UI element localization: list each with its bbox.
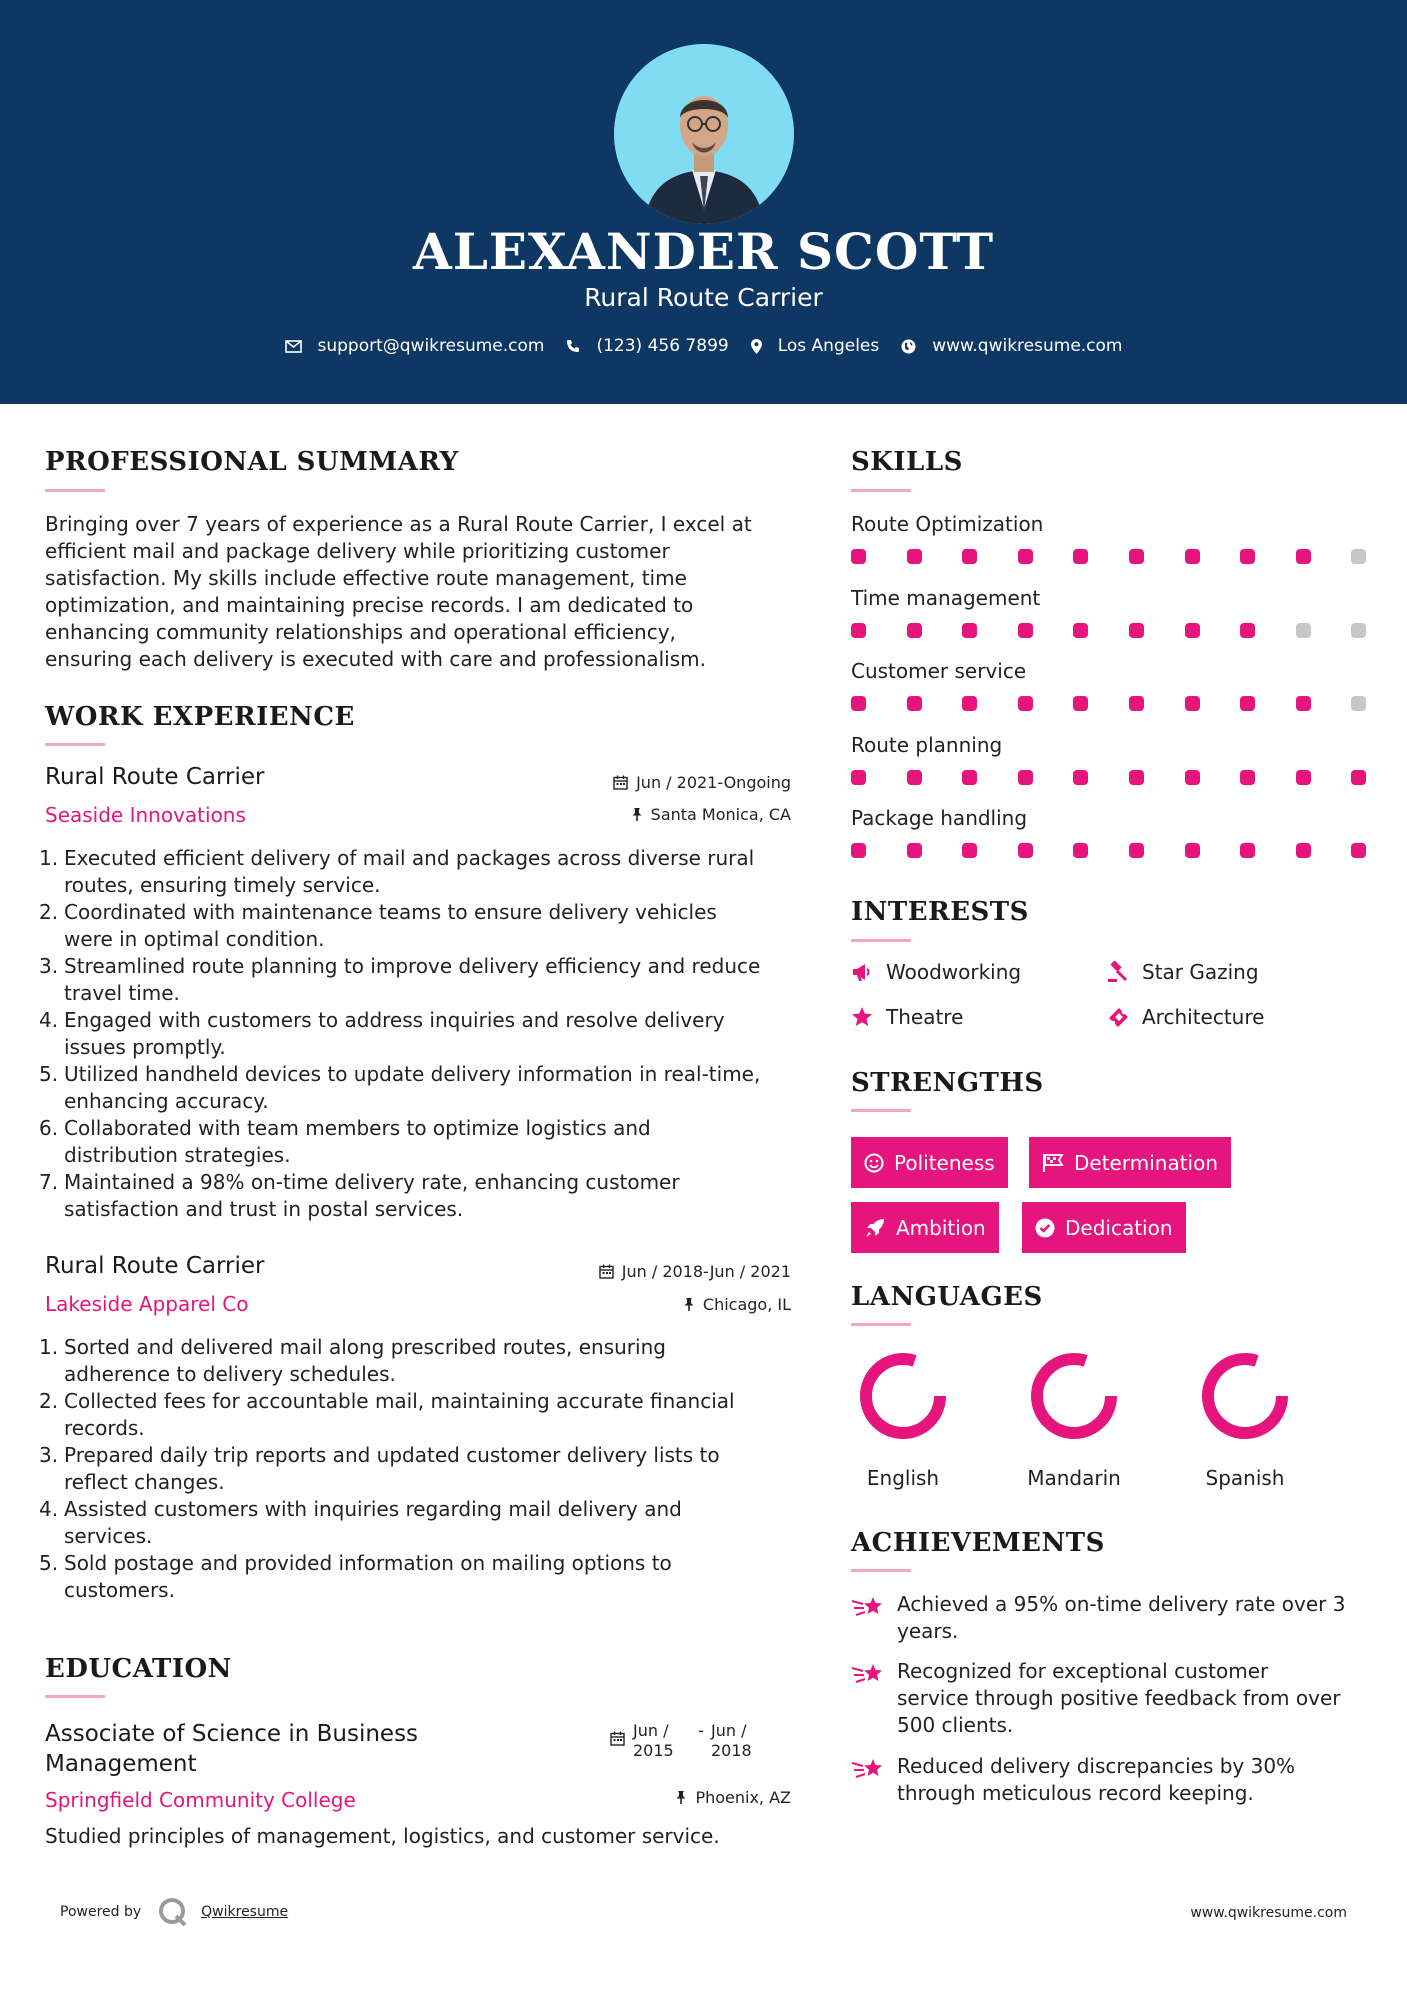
skill-dot-filled: [851, 623, 866, 638]
calendar-icon: [613, 775, 628, 790]
list-number: 7.: [39, 1170, 59, 1194]
location-text: Los Angeles: [777, 336, 880, 356]
skill-dot-filled: [907, 549, 922, 564]
interest-item: [1107, 1005, 1264, 1029]
skill-dot-filled: [1296, 770, 1311, 785]
ticket-icon: [1107, 1006, 1129, 1028]
skill-dot-filled: [1185, 696, 1200, 711]
list-item: [39, 1334, 805, 1388]
date-part: 2018: [711, 1741, 752, 1760]
summary-line: enhancing community relationships and operational efficiency,: [45, 620, 676, 644]
envelope-icon: [285, 340, 302, 353]
education-end-date: [711, 1721, 752, 1761]
education-underline: [45, 1695, 105, 1698]
shooting-star-icon: [851, 1660, 885, 1688]
skill-dot-filled: [1296, 549, 1311, 564]
strength-label: Politeness: [894, 1150, 995, 1175]
list-number: 5.: [39, 1062, 59, 1086]
achievement-item: [851, 1753, 1295, 1807]
skill-dot-filled: [1240, 549, 1255, 564]
date-part: Jun /: [711, 1721, 747, 1740]
candidate-name: ALEXANDER SCOTT: [412, 222, 995, 281]
bullet-line: satisfaction and trust in postal services.: [64, 1197, 464, 1221]
calendar-icon: [599, 1264, 614, 1279]
skill-dot-filled: [1296, 843, 1311, 858]
company-name: Lakeside Apparel Co: [45, 1292, 249, 1316]
bullet-line: Executed efficient delivery of mail and packages across diverse rural: [64, 846, 755, 870]
job-bullets: [39, 1334, 805, 1604]
skill-dot-filled: [1129, 770, 1144, 785]
strength-label: Ambition: [896, 1215, 986, 1240]
footer-website[interactable]: www.qwikresume.com: [1190, 1905, 1347, 1921]
achievement-line: Reduced delivery discrepancies by 30%: [897, 1754, 1296, 1778]
summary-heading: PROFESSIONAL SUMMARY: [45, 447, 459, 477]
list-number: 5.: [39, 1551, 59, 1575]
skill-dot-filled: [907, 770, 922, 785]
skills-heading: SKILLS: [851, 447, 963, 477]
skill-dot-filled: [1129, 549, 1144, 564]
resume-header: [0, 0, 1407, 404]
candidate-title: Rural Route Carrier: [584, 283, 823, 312]
summary-underline: [45, 489, 105, 492]
shooting-star-icon: [851, 1755, 885, 1783]
job-location: [631, 805, 791, 824]
education-start-date: [633, 1721, 691, 1761]
skill-dot-filled: [851, 696, 866, 711]
globe-icon: [901, 339, 916, 354]
job-title: Rural Route Carrier: [45, 1253, 265, 1279]
skill-dot-filled: [1351, 770, 1366, 785]
powered-by: [60, 1896, 288, 1928]
skill-label: Package handling: [851, 806, 1028, 830]
skill-label: Route planning: [851, 732, 1003, 757]
job-title: Rural Route Carrier: [45, 764, 265, 790]
profile-photo: [614, 44, 794, 224]
rocket-icon: [864, 1217, 886, 1239]
skill-dot-filled: [1018, 770, 1033, 785]
job-location-text: Chicago, IL: [702, 1295, 791, 1314]
person-photo-icon: [614, 44, 794, 224]
list-number: 3.: [39, 954, 59, 978]
achievement-item: [851, 1591, 1346, 1645]
list-number: 4.: [39, 1008, 59, 1032]
interest-item: [851, 1005, 963, 1029]
strengths-heading: STRENGTHS: [851, 1068, 1044, 1098]
skill-label: Customer service: [851, 659, 1027, 683]
skill-dot-filled: [1018, 549, 1033, 564]
skill-dot-empty: [1351, 549, 1366, 564]
bullet-line: enhancing accuracy.: [64, 1089, 269, 1113]
qwikresume-logo-icon: [157, 1896, 189, 1928]
skill-dot-filled: [962, 549, 977, 564]
skill-dot-filled: [1073, 843, 1088, 858]
degree-line: Management: [45, 1751, 197, 1777]
calendar-icon: [610, 1731, 625, 1746]
education-dates: [610, 1721, 752, 1761]
achievement-item: [851, 1658, 1340, 1739]
bullet-line: reflect changes.: [64, 1470, 225, 1494]
interests-underline: [851, 939, 911, 942]
achievement-text: [897, 1658, 1340, 1739]
skill-level-dots: [851, 549, 1366, 564]
summary-line: optimization, and maintaining precise records. I am dedicated to: [45, 593, 694, 617]
school-name: Springfield Community College: [45, 1788, 356, 1812]
bullet-line: Collected fees for accountable mail, maintaining accurate financial: [64, 1389, 735, 1413]
skill-level-dots: [851, 623, 1366, 638]
list-number: 3.: [39, 1443, 59, 1467]
date-separator: -: [698, 1721, 704, 1740]
strength-badge: [1022, 1202, 1186, 1253]
bullet-line: Prepared daily trip reports and updated customer delivery lists to: [64, 1443, 720, 1467]
bullet-line: issues promptly.: [64, 1035, 226, 1059]
pushpin-icon: [631, 807, 643, 822]
achievements-underline: [851, 1569, 911, 1572]
list-item: [39, 1007, 805, 1061]
list-item: [39, 1061, 805, 1115]
skill-dot-filled: [907, 696, 922, 711]
phone-text: (123) 456 7899: [596, 336, 729, 356]
skill-level-dots: [851, 770, 1366, 785]
bullet-line: Coordinated with maintenance teams to ensure delivery vehicles: [64, 900, 717, 924]
skill-dot-filled: [1073, 770, 1088, 785]
skill-dot-filled: [1018, 843, 1033, 858]
skill-dot-filled: [851, 549, 866, 564]
list-item: [39, 1115, 805, 1169]
language-label: Spanish: [1205, 1466, 1285, 1490]
contact-bar: [0, 336, 1407, 356]
job-date-text: Jun / 2021-Ongoing: [636, 773, 791, 792]
contact-location: [751, 336, 880, 356]
shooting-star-icon: [851, 1593, 885, 1621]
bullet-line: customers.: [64, 1578, 175, 1602]
achievement-line: Recognized for exceptional customer: [897, 1659, 1269, 1683]
skill-dot-filled: [1073, 696, 1088, 711]
skills-underline: [851, 489, 911, 492]
map-pin-icon: [751, 339, 762, 354]
bullet-line: were in optimal condition.: [64, 927, 325, 951]
skill-dot-empty: [1351, 623, 1366, 638]
achievement-line: 500 clients.: [897, 1713, 1014, 1737]
achievement-line: through meticulous record keeping.: [897, 1781, 1254, 1805]
education-description: Studied principles of management, logistics, and customer service.: [45, 1824, 720, 1848]
language-label: Mandarin: [1027, 1466, 1121, 1490]
contact-email[interactable]: [285, 336, 545, 356]
website-text: www.qwikresume.com: [932, 336, 1123, 356]
skill-dot-filled: [1240, 843, 1255, 858]
education-heading: EDUCATION: [45, 1654, 232, 1684]
phone-icon: [566, 339, 580, 353]
skill-dot-filled: [1185, 623, 1200, 638]
list-number: 1.: [39, 1335, 59, 1359]
list-number: 6.: [39, 1116, 59, 1140]
bullet-line: Engaged with customers to address inquiries and resolve delivery: [64, 1008, 725, 1032]
list-item: [39, 1496, 805, 1550]
bullet-line: distribution strategies.: [64, 1143, 291, 1167]
list-number: 1.: [39, 846, 59, 870]
skill-dot-filled: [1240, 623, 1255, 638]
check-circle-icon: [1035, 1218, 1055, 1238]
bullet-line: Streamlined route planning to improve delivery efficiency and reduce: [64, 954, 761, 978]
strength-label: Dedication: [1065, 1215, 1173, 1240]
contact-phone[interactable]: [566, 336, 728, 356]
contact-website[interactable]: [901, 336, 1122, 356]
strengths-underline: [851, 1109, 911, 1112]
skill-dot-filled: [1129, 623, 1144, 638]
skill-dot-filled: [1073, 549, 1088, 564]
language-proficiency-arc: [1208, 1359, 1282, 1433]
achievement-line: years.: [897, 1619, 959, 1643]
languages-heading: LANGUAGES: [851, 1282, 1043, 1312]
skill-dot-filled: [1129, 696, 1144, 711]
bullet-line: travel time.: [64, 981, 180, 1005]
skill-dot-filled: [1296, 696, 1311, 711]
list-number: 4.: [39, 1497, 59, 1521]
flag-icon: [1042, 1153, 1064, 1173]
experience-underline: [45, 743, 105, 746]
experience-heading: WORK EXPERIENCE: [45, 702, 355, 732]
job-date: [613, 773, 791, 792]
skill-dot-filled: [1351, 843, 1366, 858]
gavel-icon: [1107, 961, 1129, 983]
strength-label: Determination: [1074, 1150, 1219, 1175]
job-location-text: Santa Monica, CA: [650, 805, 791, 824]
language-ring: [855, 1348, 951, 1444]
list-item: [39, 1388, 805, 1442]
summary-line: ensuring each delivery is executed with care and professionalism.: [45, 647, 706, 671]
list-item: [39, 1169, 805, 1223]
date-part: Jun /: [633, 1721, 669, 1740]
summary-line: efficient mail and package delivery while prioritizing customer: [45, 539, 670, 563]
powered-by-text: Powered by: [60, 1904, 142, 1920]
list-item: [39, 1550, 805, 1604]
degree-line: Associate of Science in Business: [45, 1721, 419, 1747]
list-item: [39, 1442, 805, 1496]
skill-dot-filled: [1018, 696, 1033, 711]
languages-underline: [851, 1323, 911, 1326]
summary-line: satisfaction. My skills include effective route management, time: [45, 566, 687, 590]
skill-dot-filled: [962, 770, 977, 785]
list-number: 2.: [39, 900, 59, 924]
skill-label: Route Optimization: [851, 512, 1044, 536]
skill-dot-filled: [962, 623, 977, 638]
interests-heading: INTERESTS: [851, 897, 1029, 927]
list-item: [39, 845, 805, 899]
company-name: Seaside Innovations: [45, 803, 246, 827]
skill-dot-filled: [1240, 696, 1255, 711]
job-bullets: [39, 845, 805, 1223]
bullet-line: adherence to delivery schedules.: [64, 1362, 396, 1386]
language-ring: [1197, 1348, 1293, 1444]
bullhorn-icon: [851, 962, 873, 982]
achievements-heading: ACHIEVEMENTS: [851, 1528, 1105, 1558]
pushpin-icon: [675, 1790, 687, 1805]
interest-item: [851, 960, 1021, 984]
bullet-line: Maintained a 98% on-time delivery rate, enhancing customer: [64, 1170, 680, 1194]
bullet-line: Sorted and delivered mail along prescribed routes, ensuring: [64, 1335, 666, 1359]
interest-item: [1107, 960, 1259, 984]
interest-label: Architecture: [1142, 1005, 1265, 1029]
strength-badge: [851, 1202, 999, 1253]
list-number: 2.: [39, 1389, 59, 1413]
skill-dot-filled: [1185, 770, 1200, 785]
summary-line: Bringing over 7 years of experience as a Rural Route Carrier, I excel at: [45, 512, 752, 536]
skill-dot-filled: [1185, 843, 1200, 858]
brand-link[interactable]: Qwikresume: [201, 1904, 289, 1920]
skill-dot-filled: [907, 843, 922, 858]
pushpin-icon: [683, 1297, 695, 1312]
skill-dot-empty: [1296, 623, 1311, 638]
job-date: [599, 1262, 791, 1281]
skill-level-dots: [851, 843, 1366, 858]
skill-dot-filled: [851, 770, 866, 785]
language-label: English: [866, 1466, 940, 1490]
bullet-line: Utilized handheld devices to update delivery information in real-time,: [64, 1062, 761, 1086]
skill-dot-filled: [851, 843, 866, 858]
date-part: 2015: [633, 1741, 674, 1760]
bullet-line: records.: [64, 1416, 145, 1440]
skill-dot-filled: [1073, 623, 1088, 638]
skill-dot-filled: [1185, 549, 1200, 564]
skill-dot-filled: [1129, 843, 1144, 858]
skill-label: Time management: [851, 585, 1041, 610]
job-location: [683, 1295, 791, 1314]
smile-icon: [864, 1153, 884, 1173]
interest-label: Theatre: [886, 1005, 964, 1029]
achievement-text: [897, 1591, 1346, 1645]
language-proficiency-arc: [866, 1359, 940, 1433]
degree-title: [45, 1719, 418, 1779]
bullet-line: services.: [64, 1524, 153, 1548]
bullet-line: Collaborated with team members to optimize logistics and: [64, 1116, 651, 1140]
bullet-line: routes, ensuring timely service.: [64, 873, 381, 897]
interest-label: Woodworking: [886, 960, 1022, 984]
interest-label: Star Gazing: [1142, 960, 1259, 984]
skill-dot-filled: [1240, 770, 1255, 785]
strength-badge: [851, 1137, 1008, 1188]
skill-dot-filled: [962, 843, 977, 858]
strength-badge: [1029, 1137, 1231, 1188]
bullet-line: Assisted customers with inquiries regarding mail delivery and: [64, 1497, 682, 1521]
skill-level-dots: [851, 696, 1366, 711]
education-location: [675, 1788, 791, 1807]
list-item: [39, 953, 805, 1007]
skill-dot-filled: [1018, 623, 1033, 638]
bullet-line: Sold postage and provided information on mailing options to: [64, 1551, 672, 1575]
language-ring: [1026, 1348, 1122, 1444]
star-icon: [851, 1006, 873, 1028]
skill-dot-filled: [962, 696, 977, 711]
achievement-line: service through positive feedback from over: [897, 1686, 1341, 1710]
skill-dot-filled: [907, 623, 922, 638]
education-location-text: Phoenix, AZ: [695, 1788, 791, 1807]
job-date-text: Jun / 2018-Jun / 2021: [621, 1262, 791, 1281]
achievement-line: Achieved a 95% on-time delivery rate over 3: [897, 1592, 1346, 1616]
email-text: support@qwikresume.com: [317, 336, 545, 356]
list-item: [39, 899, 805, 953]
skill-dot-empty: [1351, 696, 1366, 711]
language-proficiency-arc: [1037, 1359, 1111, 1433]
summary-text: [45, 511, 752, 673]
achievement-text: [897, 1753, 1295, 1807]
